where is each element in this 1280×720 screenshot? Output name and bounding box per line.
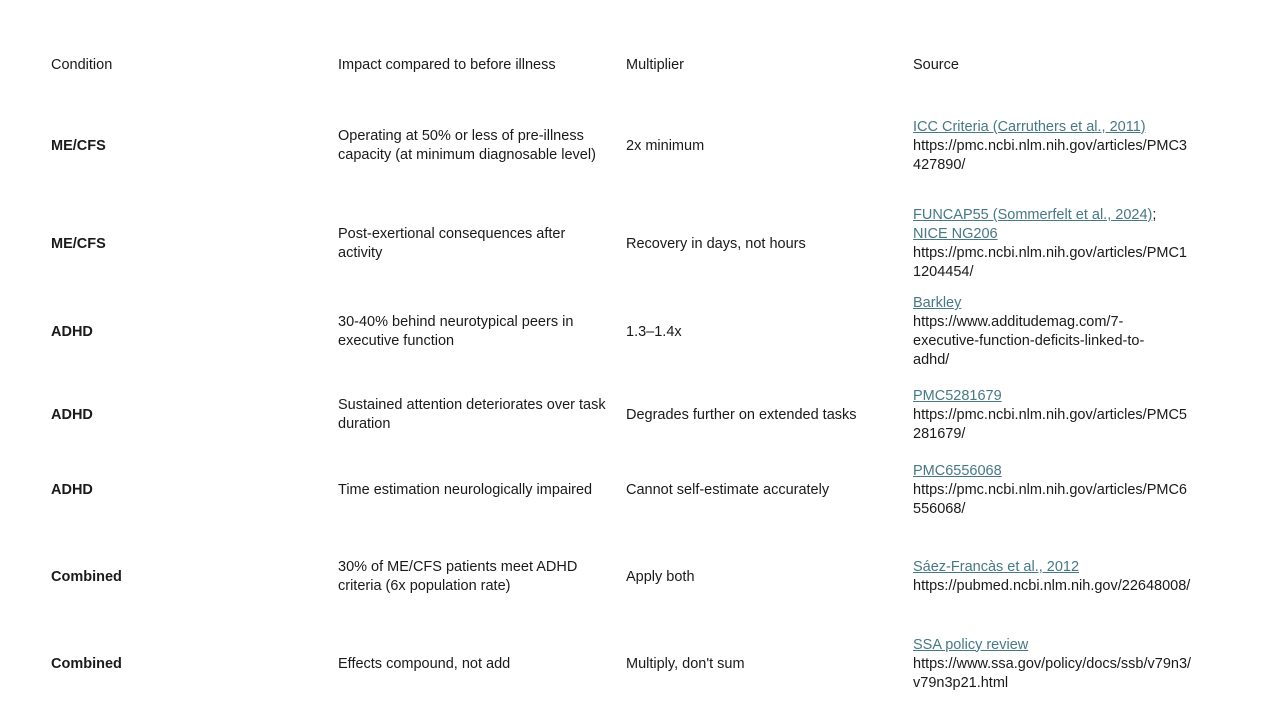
multiplier-cell: 1.3–1.4x [626, 323, 682, 340]
impact-cell: 30% of ME/CFS patients meet ADHD criteria (6x population rate) [338, 559, 578, 594]
impact-cell: 30-40% behind neurotypical peers in executive function [338, 314, 574, 349]
multiplier-cell: 2x minimum [626, 137, 705, 154]
source-link[interactable]: ICC Criteria (Carruthers et al., 2011) [913, 118, 1146, 135]
condition-cell: ADHD [51, 481, 93, 498]
source-cell [913, 460, 1193, 520]
source-link[interactable]: SSA policy review [913, 636, 1029, 653]
source-link[interactable]: PMC6556068 [913, 462, 1002, 479]
source-link[interactable]: Sáez-Francàs et al., 2012 [913, 559, 1080, 575]
header-impact: Impact compared to before illness [338, 56, 556, 73]
link-separator: ; [1152, 207, 1157, 223]
table-row [51, 204, 1251, 284]
impact-cell: Sustained attention deteriorates over task duration [338, 397, 606, 432]
condition-cell: ADHD [51, 323, 93, 340]
impact-cell: Time estimation neurologically impaired [338, 481, 593, 498]
source-cell [913, 292, 1193, 372]
source-url: https://pmc.ncbi.nlm.nih.gov/articles/PMC3427890/ [913, 137, 1187, 173]
table-row [51, 292, 1251, 372]
impact-cell: Effects compound, not add [338, 655, 511, 672]
table-row [51, 634, 1251, 694]
source-url: https://pmc.ncbi.nlm.nih.gov/articles/PMC5281679/ [913, 406, 1187, 442]
table-row [51, 116, 1251, 176]
condition-cell: ME/CFS [51, 235, 106, 252]
source-url: https://pmc.ncbi.nlm.nih.gov/articles/PMC11204454/ [913, 245, 1187, 280]
source-url: https://pubmed.ncbi.nlm.nih.gov/22648008/ [913, 578, 1191, 594]
multiplier-cell: Multiply, don't sum [626, 655, 745, 672]
impact-cell: Operating at 50% or less of pre-illness capacity (at minimum diagnosable level) [338, 128, 596, 163]
header-source: Source [913, 56, 959, 73]
source-link[interactable]: Barkley [913, 295, 962, 311]
table-header-row [51, 50, 1251, 80]
condition-cell: Combined [51, 568, 122, 585]
condition-cell: ADHD [51, 406, 93, 423]
table-row [51, 547, 1251, 607]
source-link[interactable]: PMC5281679 [913, 387, 1002, 404]
header-multiplier: Multiplier [626, 56, 685, 73]
source-link-nice[interactable]: NICE NG206 [913, 226, 998, 242]
source-cell [913, 204, 1193, 284]
multiplier-cell: Cannot self-estimate accurately [626, 481, 830, 498]
condition-cell: ME/CFS [51, 137, 106, 154]
table-row [51, 460, 1251, 520]
header-condition: Condition [51, 56, 113, 73]
multiplier-cell: Recovery in days, not hours [626, 235, 806, 252]
source-url: https://pmc.ncbi.nlm.nih.gov/articles/PMC6556068/ [913, 481, 1187, 517]
table-row [51, 385, 1251, 445]
condition-cell: Combined [51, 655, 122, 672]
source-url: https://www.ssa.gov/policy/docs/ssb/v79n3/v79n3p21.html [913, 655, 1192, 691]
source-cell [913, 385, 1193, 445]
impact-cell: Post-exertional consequences after activity [338, 226, 566, 261]
source-cell [913, 547, 1193, 607]
multiplier-cell: Apply both [626, 568, 695, 585]
multiplier-cell: Degrades further on extended tasks [626, 406, 857, 423]
source-url: https://www.additudemag.com/7-executive-function-deficits-linked-to-adhd/ [913, 314, 1145, 368]
source-cell [913, 634, 1193, 694]
source-link-funcap55[interactable]: FUNCAP55 (Sommerfelt et al., 2024) [913, 207, 1153, 223]
source-cell [913, 116, 1193, 176]
